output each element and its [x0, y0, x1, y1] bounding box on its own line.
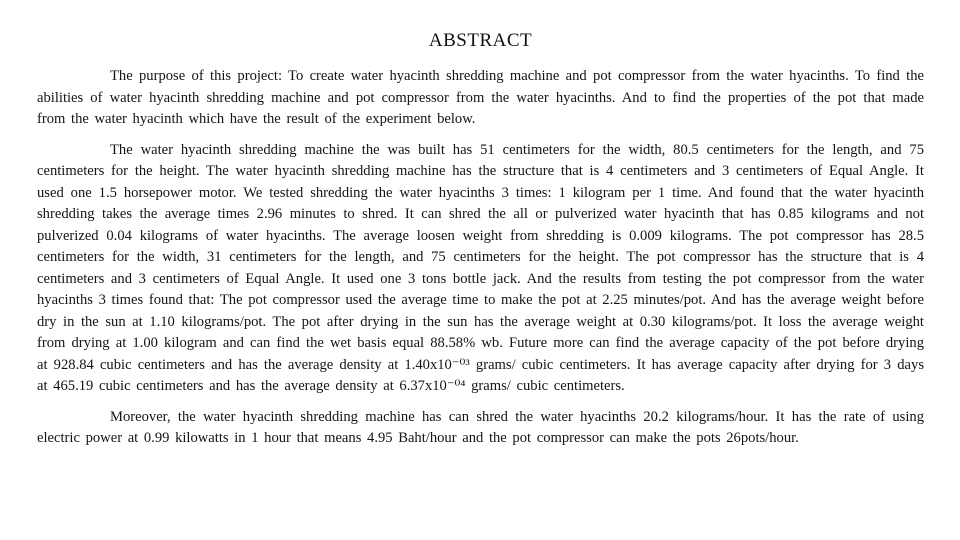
- paragraph-purpose: The purpose of this project: To create water hyacinth shredding machine and pot compressor from the water hyacinths. To find the abilities of water hyacinth shredding machine and pot compressor from the water hyacinths. And to find the properties of the pot that made from the water hyacinth which have the result of the experiment below.: [37, 68, 924, 127]
- page-title: ABSTRACT: [428, 30, 533, 51]
- paragraph-conclusion: Moreover, the water hyacinth shredding machine has can shred the water hyacinths 20.2 kilograms/hour. It has the rate of using electric power at 0.99 kilowatts in 1 hour that means 4.95 Baht/hour and the pot compressor can make the pots 26pots/hour.: [37, 408, 924, 446]
- paragraph-results: The water hyacinth shredding machine the was built has 51 centimeters for the width, 80.5 centimeters for the length, and 75 centimeters for the height. The water hyacinth shredding machine has the structure that is 4 centimeters and 3 centimeters of Equal Angle. It used one 1.5 horsepower motor. We tested shredding the water hyacinths 3 times: 1 kilogram per 1 time. And found that the water hyacinth shredding takes the average times 2.96 minutes to shred. It can shred the all or pulverized water hyacinth that has 0.85 kilograms and not pulverized 0.04 kilograms of water hyacinths. The average loosen weight from shredding is 0.009 kilograms. The pot compressor has 28.5 centimeters for the width, 31 centimeters for the length, and 75 centimeters for the height. The pot compressor has the structure that is 4 centimeters and 3 centimeters of Equal Angle. It used one 3 tons bottle jack. And the results from testing the pot compressor from the water hyacinths 3 times found that: The pot compressor used the average time to make the pot at 2.25 minutes/pot. And has the average weight before dry in the sun at 1.10 kilograms/pot. The pot after drying in the sun has the average weight at 0.30 kilograms/pot. It loss the average weight from drying at 1.00 kilogram and can find the wet basis equal 88.58% wb. Future more can find the average capacity of the pot before drying at 928.84 cubic centimeters and has the average density at 1.40x10⁻⁰³ grams/ cubic centimeters. It has average capacity after drying for 3 days at 465.19 cubic centimeters and has the average density at 6.37x10⁻⁰⁴ grams/ cubic centimeters.: [37, 141, 924, 394]
